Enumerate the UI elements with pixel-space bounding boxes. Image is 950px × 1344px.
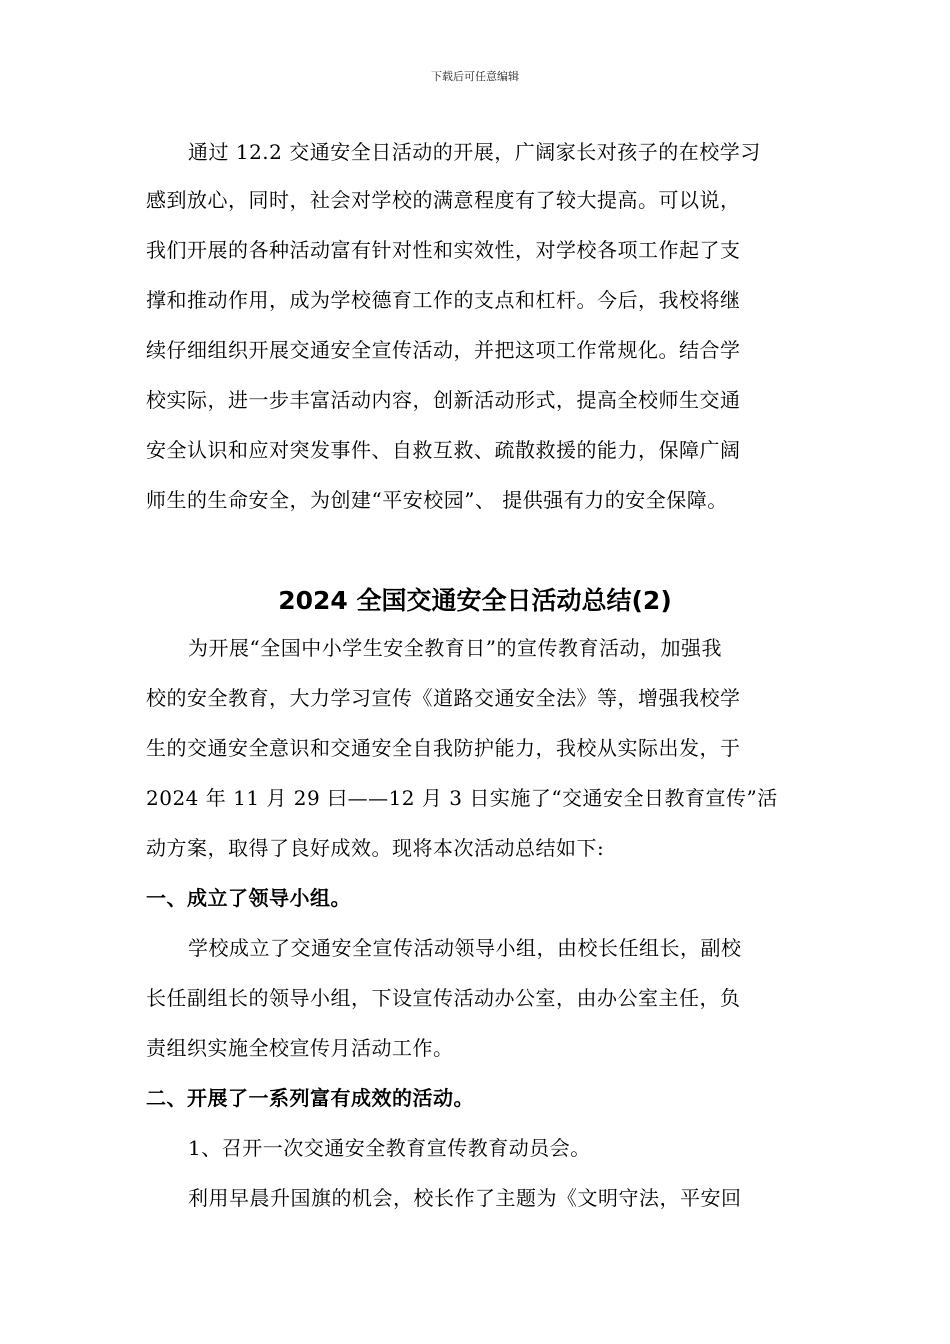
paragraph-line: 师生的生命安全，为创建“平安校园”、 提供强有力的安全保障。	[146, 488, 728, 512]
section-heading-2: 二、开展了一系列富有成效的活动。	[146, 1086, 474, 1110]
paragraph-line: 通过 12.2 交通安全日活动的开展，广阔家长对孩子的在校学习	[188, 140, 761, 164]
paragraph-line: 校实际，进一步丰富活动内容，创新活动形式，提高全校师生交通	[146, 388, 741, 412]
paragraph-line: 续仔细组织开展交通安全宣传活动，并把这项工作常规化。结合学	[146, 338, 741, 362]
paragraph-line: 为开展“全国中小学生安全教育日”的宣传教育活动，加强我	[188, 636, 722, 660]
section-heading-1: 一、成立了领导小组。	[146, 886, 351, 910]
paragraph-line: 我们开展的各种活动富有针对性和实效性，对学校各项工作起了支	[146, 238, 741, 262]
paragraph-line: 长任副组长的领导小组，下设宣传活动办公室，由办公室主任，负	[146, 986, 741, 1010]
paragraph-line: 2024 年 11 月 29 曰——12 月 3 日实施了“交通安全日教育宣传”活	[146, 786, 778, 810]
paragraph-line: 安全认识和应对突发事件、自救互救、疏散救援的能力，保障广阔	[146, 438, 741, 462]
list-item: 1、召开一次交通安全教育宣传教育动员会。	[188, 1136, 591, 1160]
header-note: 下载后可任意编辑	[431, 70, 519, 83]
paragraph-line: 动方案，取得了良好成效。现将本次活动总结如下:	[146, 836, 605, 860]
paragraph-line: 责组织实施全校宣传月活动工作。	[146, 1036, 454, 1060]
paragraph-line: 感到放心，同时，社会对学校的满意程度有了较大提高。可以说，	[146, 188, 741, 212]
paragraph-line: 校的安全教育，大力学习宣传《道路交通安全法》等，增强我校学	[146, 686, 741, 710]
paragraph-line: 学校成立了交通安全宣传活动领导小组，由校长任组长，副校	[188, 936, 742, 960]
paragraph-line: 利用早晨升国旗的机会，校长作了主题为《文明守法，平安回	[188, 1186, 742, 1210]
paragraph-line: 撑和推动作用，成为学校德育工作的支点和杠杆。今后，我校将继	[146, 288, 741, 312]
paragraph-line: 生的交通安全意识和交通安全自我防护能力，我校从实际出发，于	[146, 736, 741, 760]
document-title: 2024 全国交通安全日活动总结(2)	[278, 586, 672, 615]
